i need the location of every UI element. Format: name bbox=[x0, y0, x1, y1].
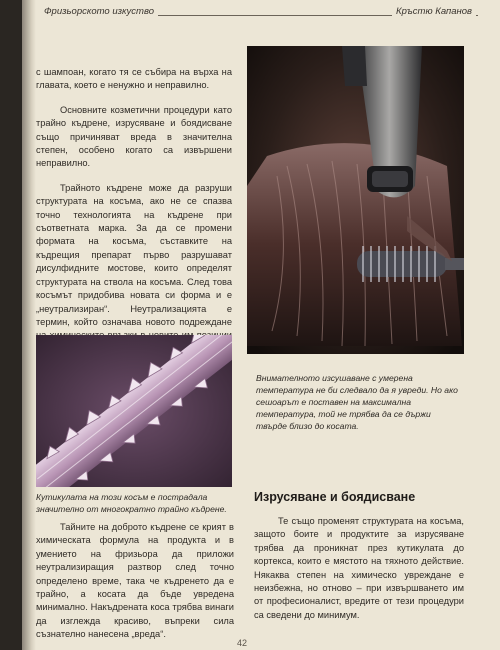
book-page bbox=[22, 0, 500, 650]
hair-dryer-photo bbox=[247, 46, 464, 354]
bottom-left-text bbox=[36, 521, 234, 642]
paragraph: Основните козметични процедури като трайно къдрене, изрусяване и боядисване също причиняват вреда в значителна степен, особено когато са извършени неправилно. bbox=[36, 104, 232, 169]
header-book-title: Фризьорското изкуство bbox=[40, 6, 158, 17]
hair-micrograph bbox=[36, 335, 232, 487]
left-column-text bbox=[36, 66, 232, 381]
header-author: Кръстю Капанов bbox=[392, 6, 476, 17]
section-title: Изрусяване и боядисване bbox=[254, 490, 416, 504]
page-number: 42 bbox=[237, 638, 248, 648]
micrograph-caption: Кутикулата на този косъм е пострадала значително от многократно трайно къдрене. bbox=[36, 492, 227, 514]
page-spine bbox=[22, 0, 36, 650]
photo-caption: Внимателното изсушаване с умерена температура не би следвало да я увреди. Но ако сешоарът е поставен на максимална температура, той не трябва да се държи твърде близо до косата. bbox=[256, 373, 458, 431]
paragraph: Те също променят структурата на косъма, защото боите и продуктите за изрусяване трябва да проникнат през кутикулата до кортекса, които е мястото на тяхното действие. Някаква степен на химическо увреждане е неизбежна, но отново – при извършването им от професионалист, вредите от тези процедури са сведени до минимум. bbox=[254, 516, 464, 620]
paragraph: с шампоан, когато тя се събира на върха на главата, което е ненужно и неправилно. bbox=[36, 67, 232, 91]
paragraph: Тайните на доброто къдрене се крият в химическата формула на продукта и в умението на фризьора да приложи неутрализиращия разтвор след точно определено време, така че къдренето да е трайно, а косата да бъде увредена минимално. Накъдрената коса трябва винаги да изглежда красиво, въпреки сила съзнателно нанесена „вреда“. bbox=[36, 522, 234, 640]
section-text bbox=[254, 515, 464, 622]
paragraph: Трайното къдрене може да разруши структурата на косъма, ако не се спазва точно технологията на къдрене при съответната марка. За да се промени формата на косъма, съставките на къдрещия препарат първо разрушават дисулфидните мостове, които определят структурата на ствола на косъма. След това косъмът придобива новата си форма и е „неутрализиран“. Неутрализацията е термин, който означава новото подреждане bbox=[36, 182, 232, 327]
